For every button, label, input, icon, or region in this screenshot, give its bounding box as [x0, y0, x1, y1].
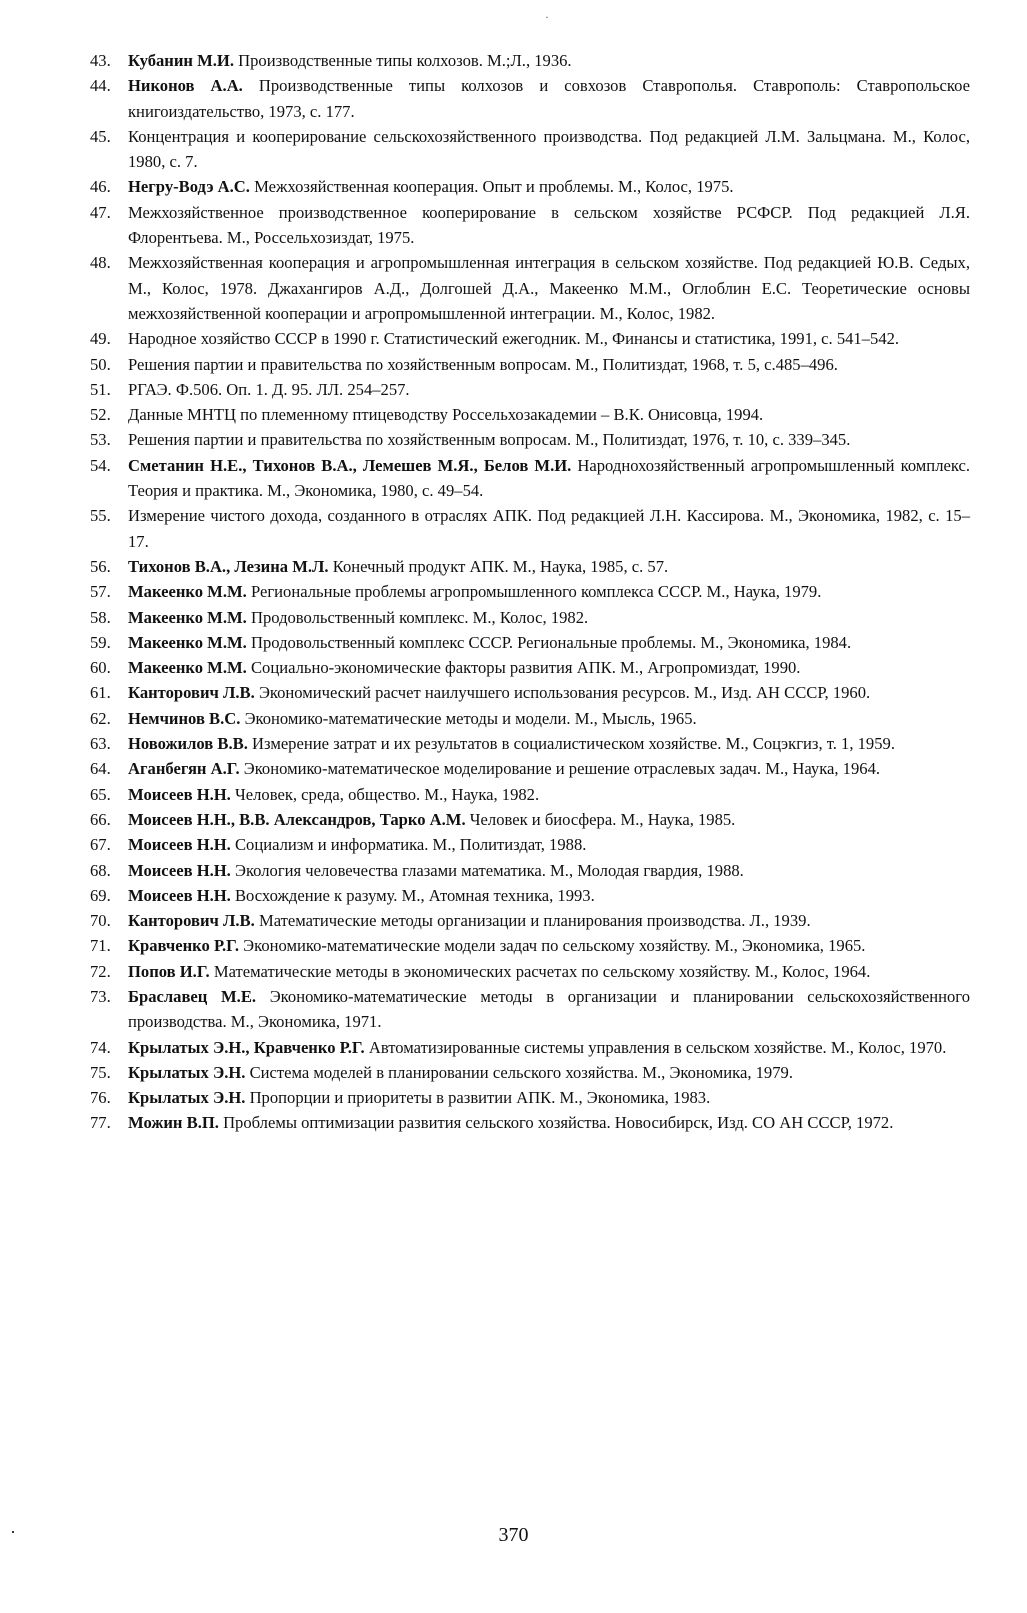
reference-text: РГАЭ. Ф.506. Оп. 1. Д. 95. ЛЛ. 254–257.	[128, 379, 410, 399]
reference-number: 67.	[90, 835, 111, 855]
reference-text: Экономический расчет наилучшего использования ресурсов. М., Изд. АН СССР, 1960.	[258, 683, 871, 703]
reference-text: Восхождение к разуму. М., Атомная техника, 1993.	[234, 885, 595, 905]
reference-item	[90, 782, 970, 807]
reference-author: Попов И.Г.	[128, 961, 210, 981]
reference-item	[90, 377, 970, 402]
reference-author: Макеенко М.М.	[128, 582, 247, 602]
reference-number: 59.	[90, 632, 111, 652]
reference-author: Канторович Л.В.	[128, 911, 255, 931]
reference-item	[90, 908, 970, 933]
reference-item	[90, 250, 970, 326]
reference-item	[90, 200, 970, 251]
reference-item	[90, 630, 970, 655]
reference-text: Социализм и информатика. М., Политиздат, 1988.	[234, 835, 587, 855]
reference-number: 49.	[90, 329, 111, 349]
reference-author: Моисеев Н.Н.	[128, 860, 231, 880]
reference-number: 70.	[90, 911, 111, 931]
reference-item	[90, 984, 970, 1035]
reference-text: Математические методы организации и планирования производства. Л., 1939.	[258, 911, 811, 931]
reference-text: Экология человечества глазами математика. М., Молодая гвардия, 1988.	[234, 860, 744, 880]
reference-author: Кравченко Р.Г.	[128, 936, 240, 956]
reference-item	[90, 48, 970, 73]
reference-item	[90, 807, 970, 832]
reference-item	[90, 680, 970, 705]
reference-text: Народное хозяйство СССР в 1990 г. Статистический ежегодник. М., Финансы и статистика, 1991, с. 541–542.	[128, 329, 900, 349]
reference-text: Пропорции и приоритеты в развитии АПК. М., Экономика, 1983.	[249, 1088, 711, 1108]
reference-author: Немчинов В.С.	[128, 708, 241, 728]
page-number: 370	[498, 1524, 529, 1546]
reference-text: Концентрация и кооперирование сельскохозяйственного производства. Под редакцией Л.М. Зальцмана. М., Колос, 1980, с. 7.	[128, 126, 970, 172]
reference-number: 52.	[90, 405, 111, 425]
reference-item	[90, 655, 970, 680]
reference-item	[90, 959, 970, 984]
reference-text: Продовольственный комплекс. М., Колос, 1982.	[250, 607, 589, 627]
reference-author: Никонов А.А.	[128, 76, 243, 96]
reference-number: 61.	[90, 683, 111, 703]
reference-number: 66.	[90, 809, 111, 829]
reference-text: Автоматизированные системы управления в сельском хозяйстве. М., Колос, 1970.	[368, 1037, 947, 1057]
reference-number: 44.	[90, 76, 111, 96]
reference-text: Социально-экономические факторы развития АПК. М., Агропромиздат, 1990.	[250, 658, 801, 678]
reference-item	[90, 427, 970, 452]
reference-author: Крылатых Э.Н.	[128, 1062, 246, 1082]
reference-text: Межхозяйственное производственное кооперирование в сельском хозяйстве РСФСР. Под редакцией Л.Я. Флорентьева. М., Россельхозиздат, 1975.	[128, 202, 970, 248]
reference-text: Решения партии и правительства по хозяйственным вопросам. М., Политиздат, 1976, т. 10, с. 339–345.	[128, 430, 851, 450]
reference-text: Производственные типы колхозов. М.;Л., 1936.	[238, 51, 572, 70]
reference-number: 55.	[90, 506, 111, 526]
reference-text: Народнохозяйственный агропромышленный комплекс. Теория и практика. М., Экономика, 1980, с. 49–54.	[128, 455, 970, 501]
reference-item	[90, 124, 970, 175]
reference-number: 75.	[90, 1062, 111, 1082]
reference-number: 72.	[90, 961, 111, 981]
reference-text: Решения партии и правительства по хозяйственным вопросам. М., Политиздат, 1968, т. 5, с.485–496.	[128, 354, 838, 374]
reference-text: Конечный продукт АПК. М., Наука, 1985, с. 57.	[332, 556, 669, 576]
reference-text: Экономико-математические методы и модели. М., Мысль, 1965.	[244, 708, 697, 728]
reference-text: Экономико-математические методы в организации и планировании сельскохозяйственного производства. М., Экономика, 1971.	[128, 986, 970, 1032]
reference-text: Экономико-математические модели задач по сельскому хозяйству. М., Экономика, 1965.	[243, 936, 866, 956]
scan-mark: ·	[10, 1522, 16, 1542]
reference-number: 53.	[90, 430, 111, 450]
reference-text: Проблемы оптимизации развития сельского хозяйства. Новосибирск, Изд. СО АН СССР, 1972.	[223, 1113, 894, 1133]
reference-item	[90, 554, 970, 579]
reference-list	[90, 48, 970, 1136]
reference-author: Макеенко М.М.	[128, 658, 247, 678]
reference-number: 45.	[90, 126, 111, 146]
reference-author: Негру-Водэ А.С.	[128, 177, 250, 197]
reference-item	[90, 453, 970, 504]
reference-item	[90, 402, 970, 427]
reference-author: Макеенко М.М.	[128, 607, 247, 627]
reference-number: 60.	[90, 658, 111, 678]
reference-author: Кубанин М.И.	[128, 51, 234, 70]
reference-text: Данные МНТЦ по племенному птицеводству Россельхозакадемии – В.К. Онисовца, 1994.	[128, 405, 764, 425]
reference-author: Моисеев Н.Н.	[128, 835, 231, 855]
reference-number: 69.	[90, 885, 111, 905]
reference-text: Межхозяйственная кооперация. Опыт и проблемы. М., Колос, 1975.	[254, 177, 734, 197]
reference-text: Региональные проблемы агропромышленного комплекса СССР. М., Наука, 1979.	[250, 582, 822, 602]
reference-number: 47.	[90, 202, 111, 222]
reference-number: 54.	[90, 455, 111, 475]
reference-number: 65.	[90, 784, 111, 804]
reference-number: 51.	[90, 379, 111, 399]
reference-text: Измерение затрат и их результатов в социалистическом хозяйстве. М., Соцэкгиз, т. 1, 1959.	[252, 734, 895, 754]
reference-number: 64.	[90, 759, 111, 779]
reference-author: Моисеев Н.Н., В.В. Александров, Тарко А.М.	[128, 809, 466, 829]
reference-item	[90, 731, 970, 756]
reference-item	[90, 1085, 970, 1110]
reference-item	[90, 1110, 970, 1135]
reference-number: 73.	[90, 986, 111, 1006]
reference-number: 46.	[90, 177, 111, 197]
reference-text: Человек и биосфера. М., Наука, 1985.	[469, 809, 736, 829]
reference-author: Новожилов В.В.	[128, 734, 248, 754]
reference-author: Макеенко М.М.	[128, 632, 247, 652]
reference-item	[90, 858, 970, 883]
reference-text: Производственные типы колхозов и совхозов Ставрополья. Ставрополь: Ставропольское книгоиздательство, 1973, с. 177.	[128, 76, 970, 121]
reference-author: Браславец М.Е.	[128, 986, 257, 1006]
reference-item	[90, 832, 970, 857]
reference-author: Канторович Л.В.	[128, 683, 255, 703]
scan-speck: ·	[545, 10, 549, 24]
reference-number: 58.	[90, 607, 111, 627]
bibliography-page	[90, 48, 970, 1136]
reference-item	[90, 352, 970, 377]
reference-number: 57.	[90, 582, 111, 602]
reference-text: Измерение чистого дохода, созданного в отраслях АПК. Под редакцией Л.Н. Кассирова. М., Экономика, 1982, с. 15–17.	[128, 506, 970, 551]
reference-number: 56.	[90, 556, 111, 576]
reference-author: Моисеев Н.Н.	[128, 885, 231, 905]
reference-author: Тихонов В.А., Лезина М.Л.	[128, 556, 329, 576]
reference-item	[90, 174, 970, 199]
reference-item	[90, 1060, 970, 1085]
reference-number: 43.	[90, 51, 111, 70]
reference-text: Межхозяйственная кооперация и агропромышленная интеграция в сельском хозяйстве. Под редакцией Ю.В. Седых, М., Колос, 1978. Джахангиров А.Д., Долгошей Д.А., Макеенко М.М., Оглоблин Е.С. Теоретические основы межхозяйственной кооперации и агропромышленной интеграции. М., Колос, 1982.	[128, 253, 970, 323]
reference-author: Сметанин Н.Е., Тихонов В.А., Лемешев М.Я., Белов М.И.	[128, 455, 572, 475]
reference-item	[90, 883, 970, 908]
reference-text: Человек, среда, общество. М., Наука, 1982.	[234, 784, 540, 804]
reference-number: 63.	[90, 734, 111, 754]
reference-item	[90, 579, 970, 604]
reference-number: 76.	[90, 1088, 111, 1108]
reference-item	[90, 73, 970, 124]
reference-item	[90, 605, 970, 630]
reference-number: 62.	[90, 708, 111, 728]
reference-item	[90, 756, 970, 781]
reference-item	[90, 706, 970, 731]
reference-number: 48.	[90, 253, 111, 273]
reference-text: Продовольственный комплекс СССР. Региональные проблемы. М., Экономика, 1984.	[250, 632, 852, 652]
reference-item	[90, 1035, 970, 1060]
reference-item	[90, 503, 970, 554]
reference-item	[90, 933, 970, 958]
reference-author: Аганбегян А.Г.	[128, 759, 240, 779]
reference-author: Можин В.П.	[128, 1113, 219, 1133]
reference-text: Экономико-математическое моделирование и решение отраслевых задач. М., Наука, 1964.	[243, 759, 881, 779]
reference-number: 50.	[90, 354, 111, 374]
reference-author: Моисеев Н.Н.	[128, 784, 231, 804]
reference-number: 68.	[90, 860, 111, 880]
reference-number: 74.	[90, 1037, 111, 1057]
reference-number: 77.	[90, 1113, 111, 1133]
reference-text: Математические методы в экономических расчетах по сельскому хозяйству. М., Колос, 1964.	[213, 961, 871, 981]
reference-text: Система моделей в планировании сельского хозяйства. М., Экономика, 1979.	[249, 1062, 793, 1082]
reference-number: 71.	[90, 936, 111, 956]
reference-author: Крылатых Э.Н., Кравченко Р.Г.	[128, 1037, 365, 1057]
reference-author: Крылатых Э.Н.	[128, 1088, 246, 1108]
reference-item	[90, 326, 970, 351]
